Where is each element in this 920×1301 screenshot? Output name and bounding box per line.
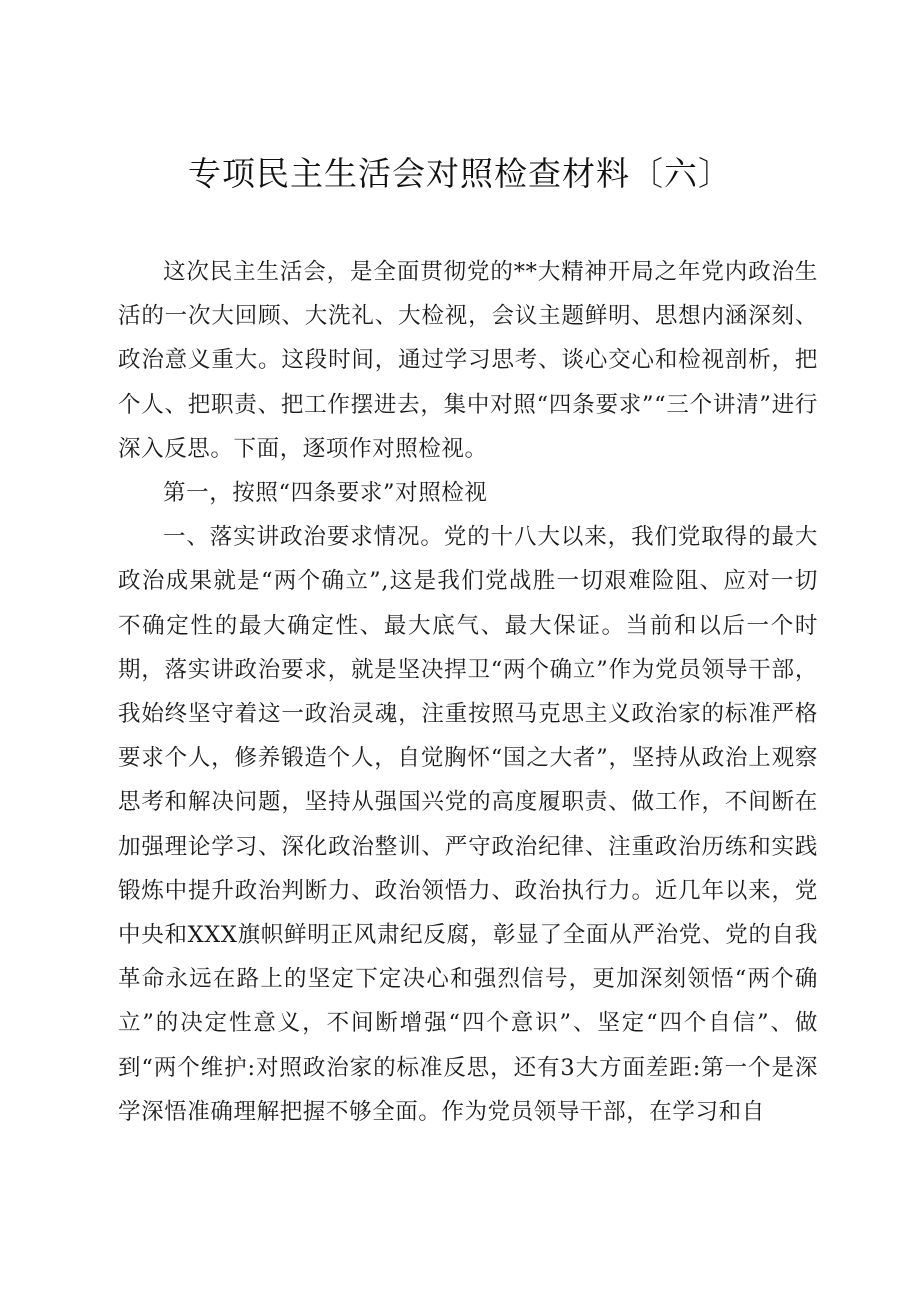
paragraph-political-requirements: 一、落实讲政治要求情况。党的十八大以来，我们党取得的最大政治成果就是“两个确立”,这是我们党战胜一切艰难险阻、应对一切不确定性的最大确定性、最大底气、最大保证。当前和以后一个时期，落实讲政治要求，就是坚决捍卫“两个确立”作为党员领导干部，我始终坚守着这一政治灵魂，注重按照马克思主义政治家的标准严格要求个人，修养锻造个人，自觉胸怀“国之大者”，坚持从政治上观察思考和解决问题，坚持从强国兴党的高度履职责、做工作，不间断在加强理论学习、深化政治整训、严守政治纪律、注重政治历练和实践锻炼中提升政治判断力、政治领悟力、政治执行力。近几年以来，党中央和XXX旗帜鲜明正风肃纪反腐，彰显了全面从严治党、党的自我革命永远在路上的坚定下定决心和强烈信号，更加深刻领悟“两个确立”的决定性意义，不间断增强“四个意识”、坚定“四个自信”、做到“两个维护:对照政治家的标准反思，还有3大方面差距:第一个是深学深悟准确理解把握不够全面。作为党员领导干部，在学习和自 (118, 524, 818, 1125)
document-body (118, 250, 818, 1134)
section-heading: 第一，按照“四条要求”对照检视 (163, 480, 488, 507)
document-title: 专项民主生活会对照检查材料〔六〕 (188, 154, 732, 193)
paragraph-intro: 这次民主生活会，是全面贯彻党的**大精神开局之年党内政治生活的一次大回顾、大洗礼、大检视，会议主题鲜明、思想内涵深刻、政治意义重大。这段时间，通过学习思考、谈心交心和检视剖析，把个人、把职责、把工作摆进去，集中对照“四条要求”“三个讲清”进行深入反思。下面，逐项作对照检视。 (118, 259, 818, 462)
